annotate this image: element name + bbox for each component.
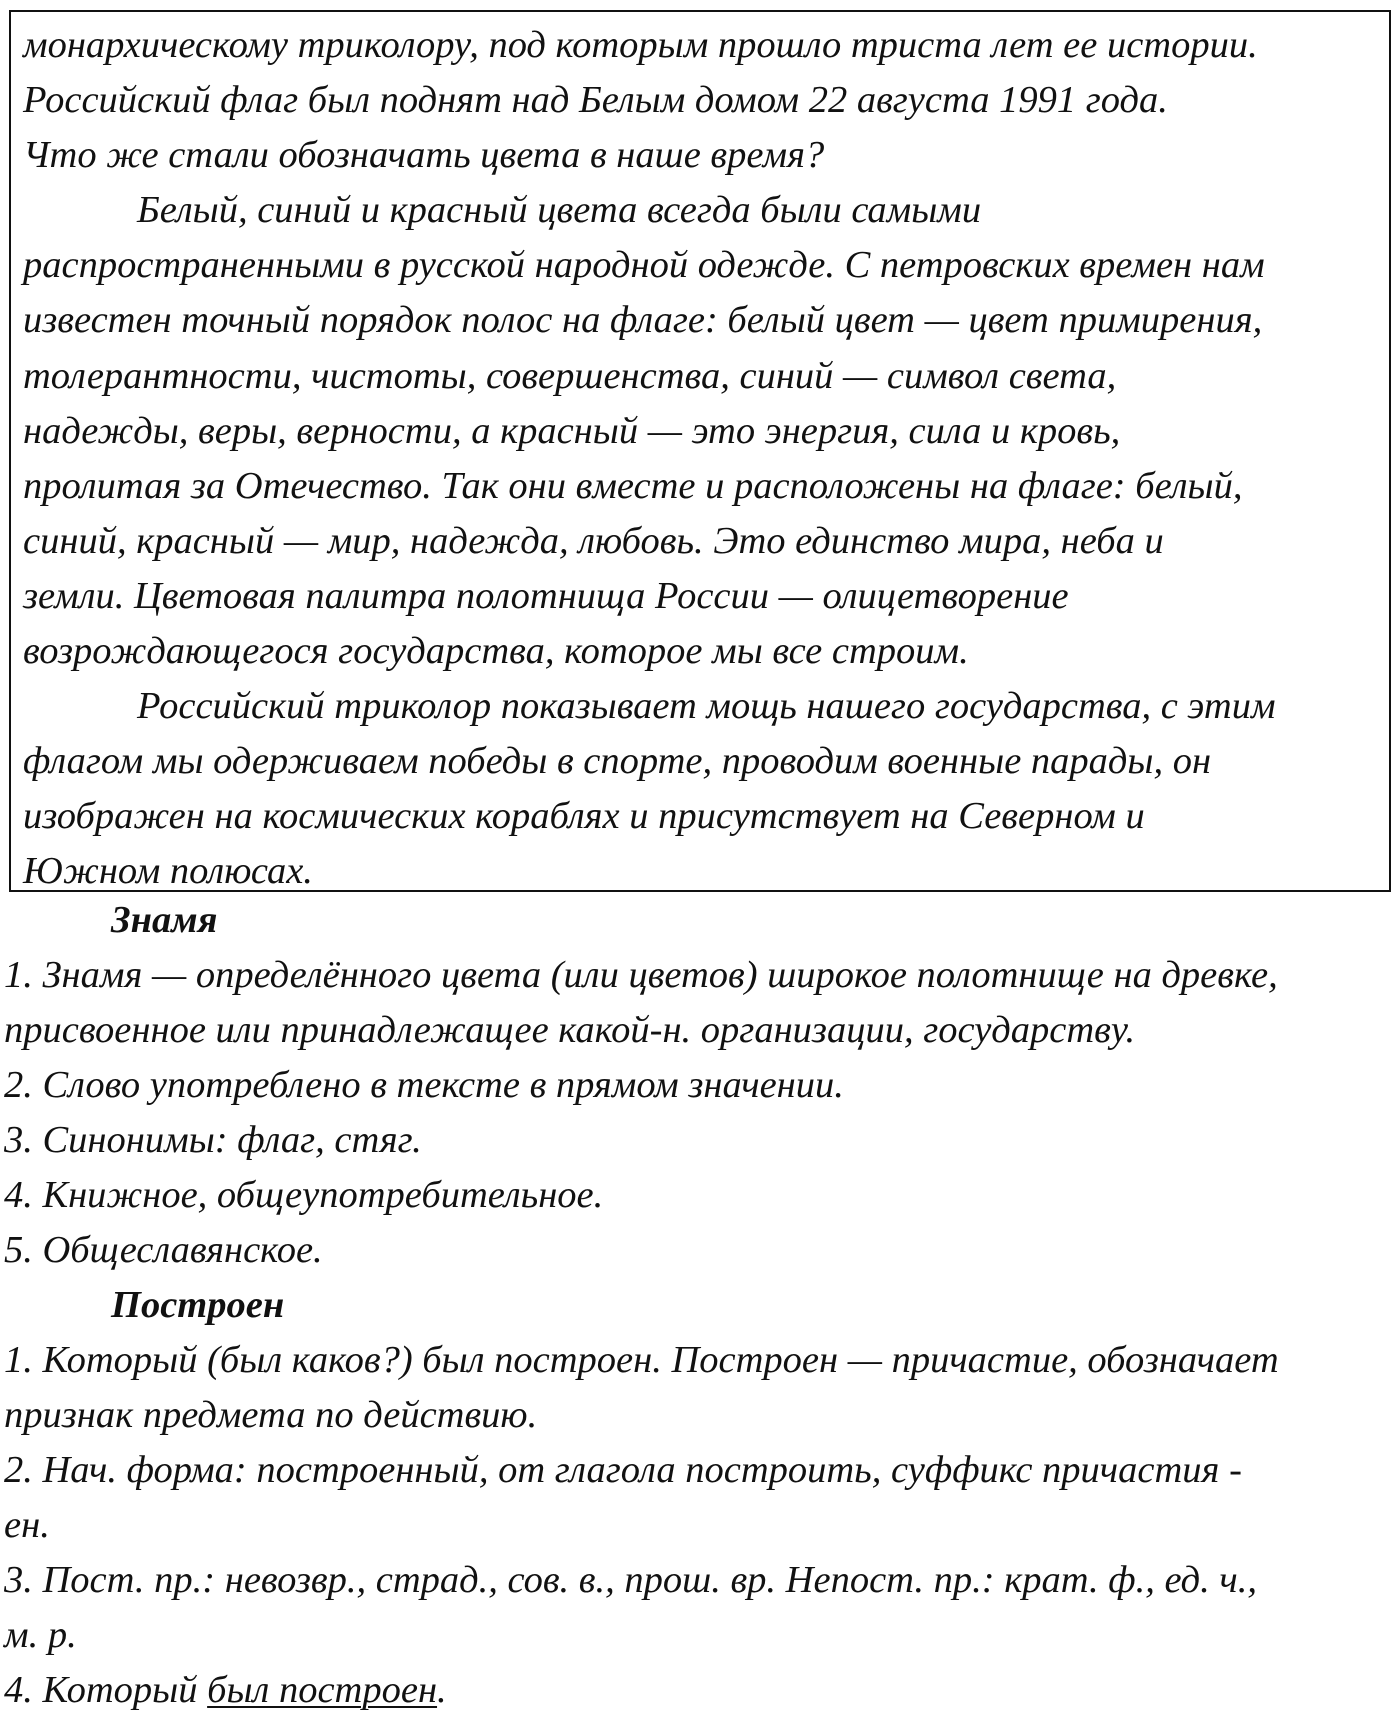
analysis-line: 2. Слово употреблено в тексте в прямом значении. xyxy=(4,1064,844,1106)
analysis-line: м. р. xyxy=(4,1614,77,1656)
boxed-text-line: Белый, синий и красный цвета всегда были самыми xyxy=(137,189,982,232)
underlined-predicate: был построен xyxy=(207,1669,438,1711)
analysis-line: 3. Синонимы: флаг, стяг. xyxy=(4,1119,422,1161)
analysis-line: 5. Общеславянское. xyxy=(4,1229,323,1271)
analysis-line: присвоенное или принадлежащее какой-н. организации, государству. xyxy=(4,1009,1136,1051)
analysis-line-final xyxy=(4,1663,1396,1718)
analysis-line: 1. Который (был каков?) был построен. Построен — причастие, обозначает xyxy=(4,1339,1279,1381)
analysis-line: 1. Знамя — определённого цвета (или цветов) широкое полотнище на древке, xyxy=(4,954,1278,996)
boxed-text-line: распространенными в русской народной одежде. С петровских времен нам xyxy=(23,244,1265,287)
boxed-text-line: монархическому триколору, под которым прошло триста лет ее истории. xyxy=(23,24,1258,66)
analysis-line: 2. Нач. форма: построенный, от глагола построить, суффикс причастия - xyxy=(4,1449,1242,1491)
analysis-section xyxy=(4,893,1396,1718)
boxed-text-line: синий, красный — мир, надежда, любовь. Это единство мира, неба и xyxy=(23,519,1164,562)
boxed-text-frame xyxy=(9,10,1391,892)
boxed-text-line: надежды, веры, верности, а красный — это энергия, сила и кровь, xyxy=(23,409,1121,452)
boxed-text-line: возрождающегося государства, которое мы все строим. xyxy=(23,630,969,673)
boxed-text-line: Южном полюсах. xyxy=(23,850,313,893)
section-heading-postroen: Построен xyxy=(111,1284,285,1326)
analysis-line: ен. xyxy=(4,1504,50,1546)
analysis-line: 3. Пост. пр.: невозвр., страд., сов. в., прош. вр. Непост. пр.: крат. ф., ед. ч., xyxy=(4,1559,1257,1601)
analysis-line: 4. Книжное, общеупотребительное. xyxy=(4,1174,604,1216)
boxed-text-line: Что же стали обозначать цвета в наше время? xyxy=(23,134,825,177)
boxed-text-line: Российский флаг был поднят над Белым домом 22 августа 1991 года. xyxy=(23,79,1168,122)
boxed-text-line: флагом мы одерживаем победы в спорте, проводим военные парады, он xyxy=(23,740,1212,783)
boxed-text-line: толерантности, чистоты, совершенства, синий — символ света, xyxy=(23,354,1117,397)
analysis-line: признак предмета по действию. xyxy=(4,1394,538,1436)
boxed-text-line: Российский триколор показывает мощь нашего государства, с этим xyxy=(137,685,1276,728)
boxed-text-line: земли. Цветовая палитра полотнища России — олицетворение xyxy=(23,574,1069,617)
section-heading-znamya: Знамя xyxy=(111,899,218,941)
boxed-text-line: пролитая за Отечество. Так они вместе и расположены на флаге: белый, xyxy=(23,464,1243,507)
boxed-text-line: известен точный порядок полос на флаге: белый цвет — цвет примирения, xyxy=(23,299,1263,342)
final-line-prefix: 4. Который xyxy=(4,1669,208,1711)
final-line-suffix: . xyxy=(437,1669,447,1711)
boxed-text-line: изображен на космических кораблях и присутствует на Северном и xyxy=(23,795,1145,838)
